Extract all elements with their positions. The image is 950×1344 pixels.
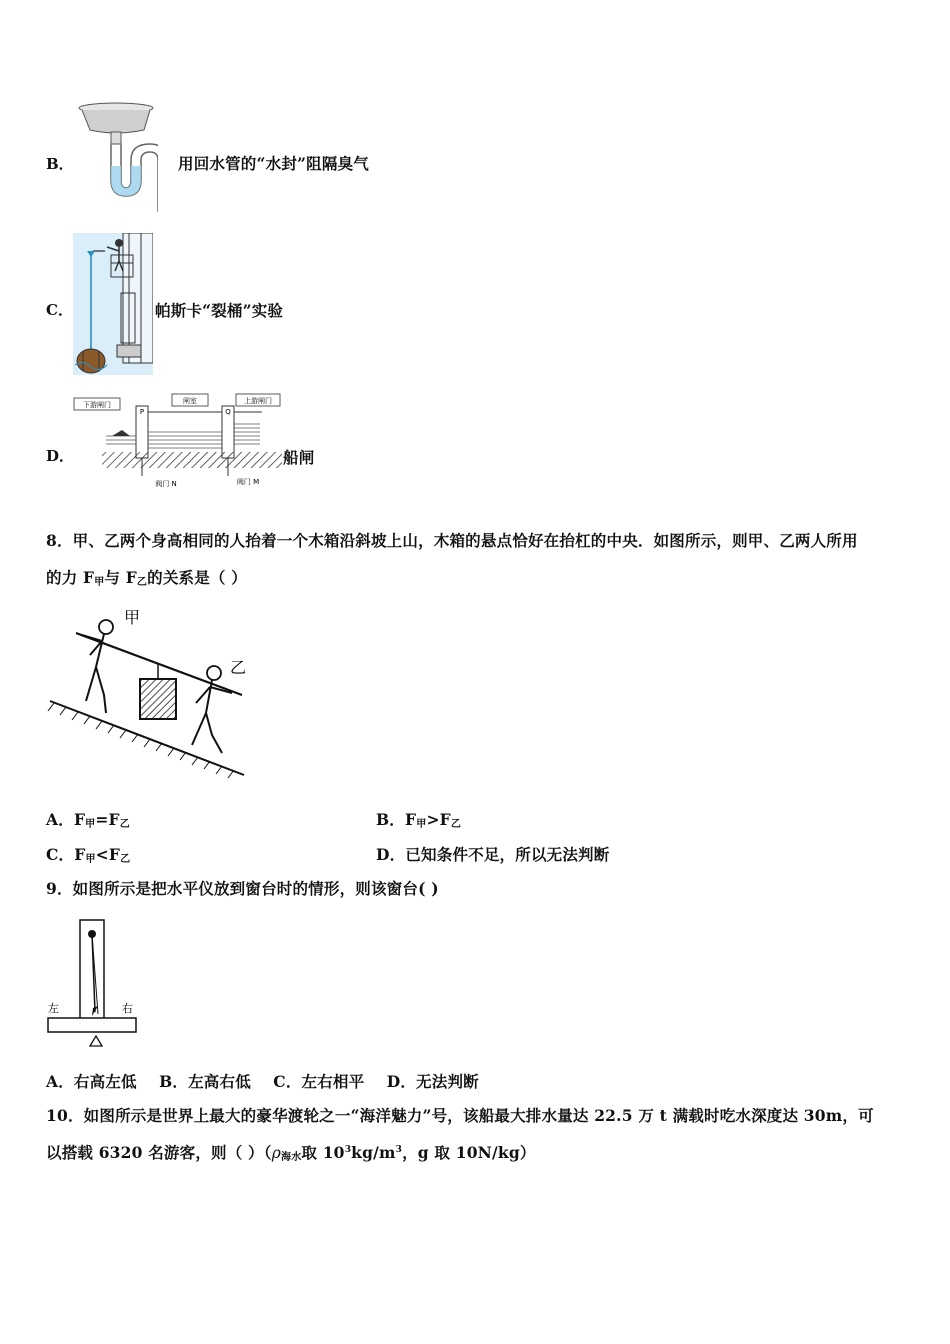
slope-box-figure: [46, 605, 248, 783]
down-gate-label: 下游闸门: [83, 401, 111, 409]
q8-stem-line2: 的力 $F_甲$与 $F_乙$的关系是（ ）: [46, 568, 247, 588]
yi-label: 乙: [230, 658, 247, 677]
left-label: 左: [48, 1002, 59, 1015]
jia-label: 甲: [124, 608, 141, 627]
q10-stem-line1: 10．如图所示是世界上最大的豪华渡轮之一“海洋魅力”号，该船最大排水量达 22.5 万 t 满载时吃水深度达 30m，可: [46, 1106, 874, 1125]
chamber-label: 闸室: [183, 397, 197, 405]
level-figure: [46, 916, 140, 1048]
valve-n-label: 阀门 N: [155, 480, 177, 488]
q8-option-a[interactable]: A．$F_甲=F_乙$: [46, 810, 130, 830]
pascal-barrel-figure: [73, 233, 153, 375]
option-b-caption: 用回水管的“水封”阻隔臭气: [178, 154, 369, 173]
q8-option-b[interactable]: B．$F_甲>F_乙$: [376, 810, 462, 830]
option-d-caption: 船闸: [283, 448, 315, 467]
option-d-letter: D．: [46, 447, 75, 465]
up-gate-label: 上游闸门: [244, 397, 272, 405]
q8-option-c[interactable]: C．$F_甲<F_乙$: [46, 845, 131, 865]
q9-stem: 9．如图所示是把水平仪放到窗台时的情形，则该窗台( ): [46, 879, 439, 898]
q10-stem-line2: 以搭载 6320 名游客，则（ ）（$\rho_{海水}$取 $10^3kg/m^3$，g 取 10N/kg）: [46, 1143, 536, 1163]
sink-trap-figure: [78, 100, 158, 212]
q9-options[interactable]: A．右高左低 B．左高右低 C．左右相平 D．无法判断: [46, 1072, 479, 1091]
ship-lock-figure: [72, 392, 284, 492]
valve-m-label: 阀门 M: [236, 478, 260, 486]
q8-stem-line1: 8．甲、乙两个身高相同的人抬着一个木箱沿斜坡上山，木箱的悬点恰好在抬杠的中央．如图所示，则甲、乙两人所用: [46, 531, 858, 550]
option-c-caption: 帕斯卡“裂桶”实验: [155, 301, 284, 320]
q8-option-d[interactable]: D．已知条件不足，所以无法判断: [376, 845, 610, 864]
right-label: 右: [122, 1002, 133, 1015]
option-b-letter: B．: [46, 155, 74, 173]
option-c-letter: C．: [46, 301, 73, 319]
gate-q-label: Q: [225, 408, 231, 416]
gate-p-label: P: [139, 408, 145, 416]
